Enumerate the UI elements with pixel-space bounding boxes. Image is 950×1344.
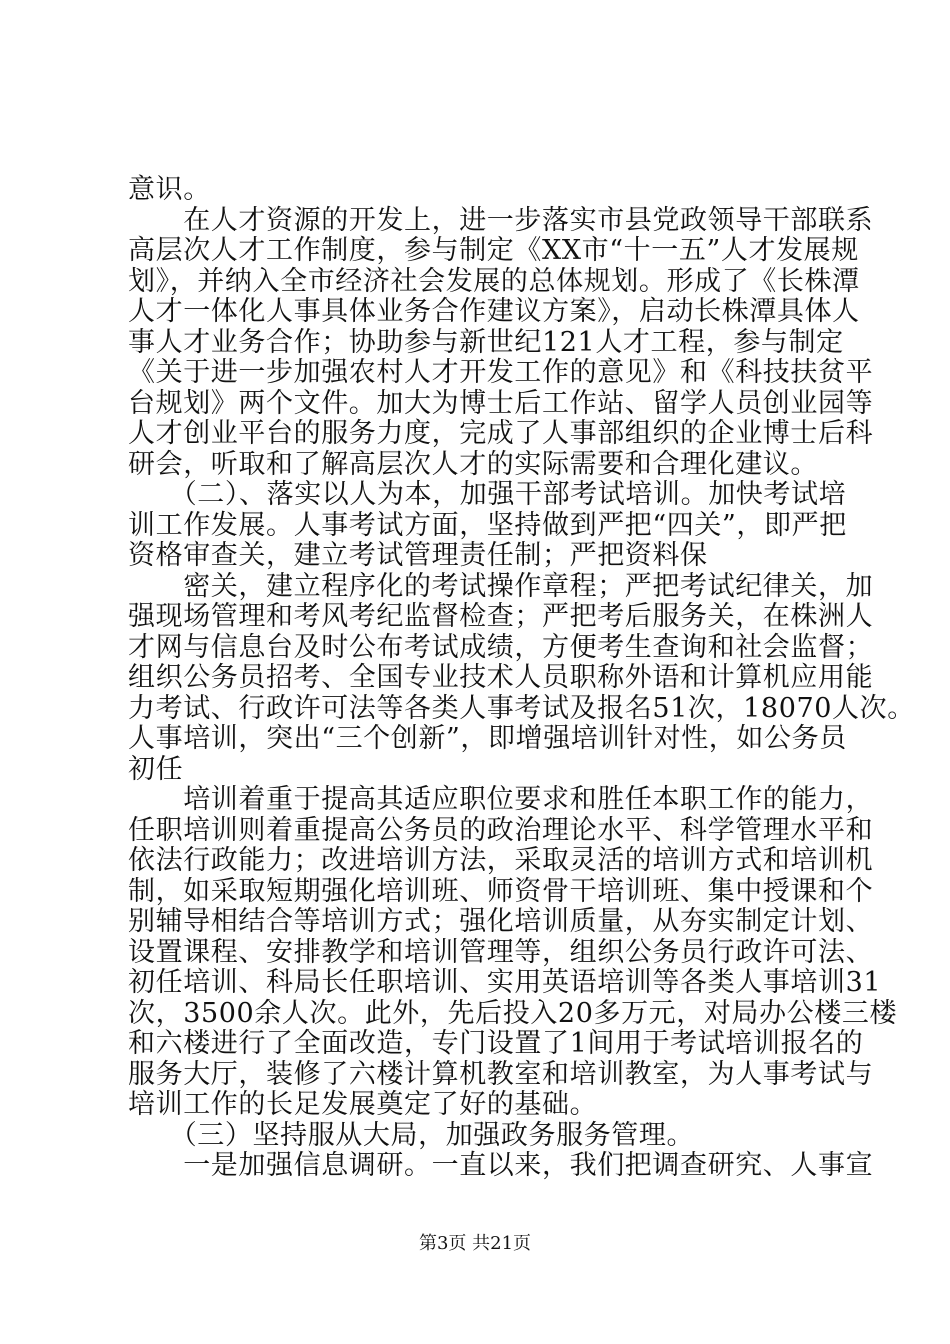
- text-line: 人才一体化人事具体业务合作建议方案》，启动长株潭具体人: [128, 296, 860, 327]
- text-line: 初任: [128, 754, 184, 785]
- text-line: 密关，建立程序化的考试操作章程；严把考试纪律关，加: [128, 571, 874, 602]
- text-line: 《关于进一步加强农村人才开发工作的意见》和《科技扶贫平: [128, 357, 874, 388]
- text-line: 高层次人才工作制度，参与制定《XX市“十一五”人才发展规: [128, 235, 859, 266]
- text-line: 初任培训、科局长任职培训、实用英语培训等各类人事培训31: [128, 967, 882, 998]
- text-line: 力考试、行政许可法等各类人事考试及报名51次，18070人次。: [128, 693, 915, 724]
- text-line: 制，如采取短期强化培训班、师资骨干培训班、集中授课和个: [128, 876, 874, 907]
- text-line: 依法行政能力；改进培训方法，采取灵活的培训方式和培训机: [128, 845, 874, 876]
- text-line: 训工作发展。人事考试方面，坚持做到严把“四关”，即严把: [128, 510, 847, 541]
- text-line: 研会，听取和了解高层次人才的实际需要和合理化建议。: [128, 449, 818, 480]
- text-line: （三）坚持服从大局，加强政务服务管理。: [128, 1120, 695, 1151]
- text-line: 事人才业务合作；协助参与新世纪121人才工程，参与制定: [128, 327, 844, 358]
- text-line: 培训工作的长足发展奠定了好的基础。: [128, 1089, 598, 1120]
- text-line: 别辅导相结合等培训方式；强化培训质量，从夯实制定计划、: [128, 906, 874, 937]
- text-line: 划》，并纳入全市经济社会发展的总体规划。形成了《长株潭: [128, 266, 860, 297]
- text-line: 任职培训则着重提高公务员的政治理论水平、科学管理水平和: [128, 815, 874, 846]
- text-line: 人事培训，突出“三个创新”，即增强培训针对性，如公务员: [128, 723, 847, 754]
- text-line: 资格审查关，建立考试管理责任制；严把资料保: [128, 540, 708, 571]
- text-line: 设置课程、安排教学和培训管理等，组织公务员行政许可法、: [128, 937, 874, 968]
- text-line: 强现场管理和考风考纪监督检查；严把考后服务关，在株洲人: [128, 601, 874, 632]
- text-line: 台规划》两个文件。加大为博士后工作站、留学人员创业园等: [128, 388, 874, 419]
- text-line: 次，3500余人次。此外，先后投入20多万元，对局办公楼三楼: [128, 998, 898, 1029]
- text-line: 人才创业平台的服务力度，完成了人事部组织的企业博士后科: [128, 418, 874, 449]
- text-line: 服务大厅，装修了六楼计算机教室和培训教室，为人事考试与: [128, 1059, 874, 1090]
- text-line: 和六楼进行了全面改造，专门设置了1间用于考试培训报名的: [128, 1028, 864, 1059]
- text-line: 培训着重于提高其适应职位要求和胜任本职工作的能力，: [128, 784, 874, 815]
- page-footer: 第3页 共21页: [418, 1233, 532, 1254]
- text-line: 组织公务员招考、全国专业技术人员职称外语和计算机应用能: [128, 662, 874, 693]
- text-line: 在人才资源的开发上，进一步落实市县党政领导干部联系: [128, 205, 874, 236]
- text-line: 才网与信息台及时公布考试成绩，方便考生查询和社会监督；: [128, 632, 874, 663]
- text-line: 一是加强信息调研。一直以来，我们把调查研究、人事宣: [128, 1150, 874, 1181]
- text-line: 意识。: [128, 174, 211, 205]
- text-line: （二）、落实以人为本，加强干部考试培训。加快考试培: [128, 479, 847, 510]
